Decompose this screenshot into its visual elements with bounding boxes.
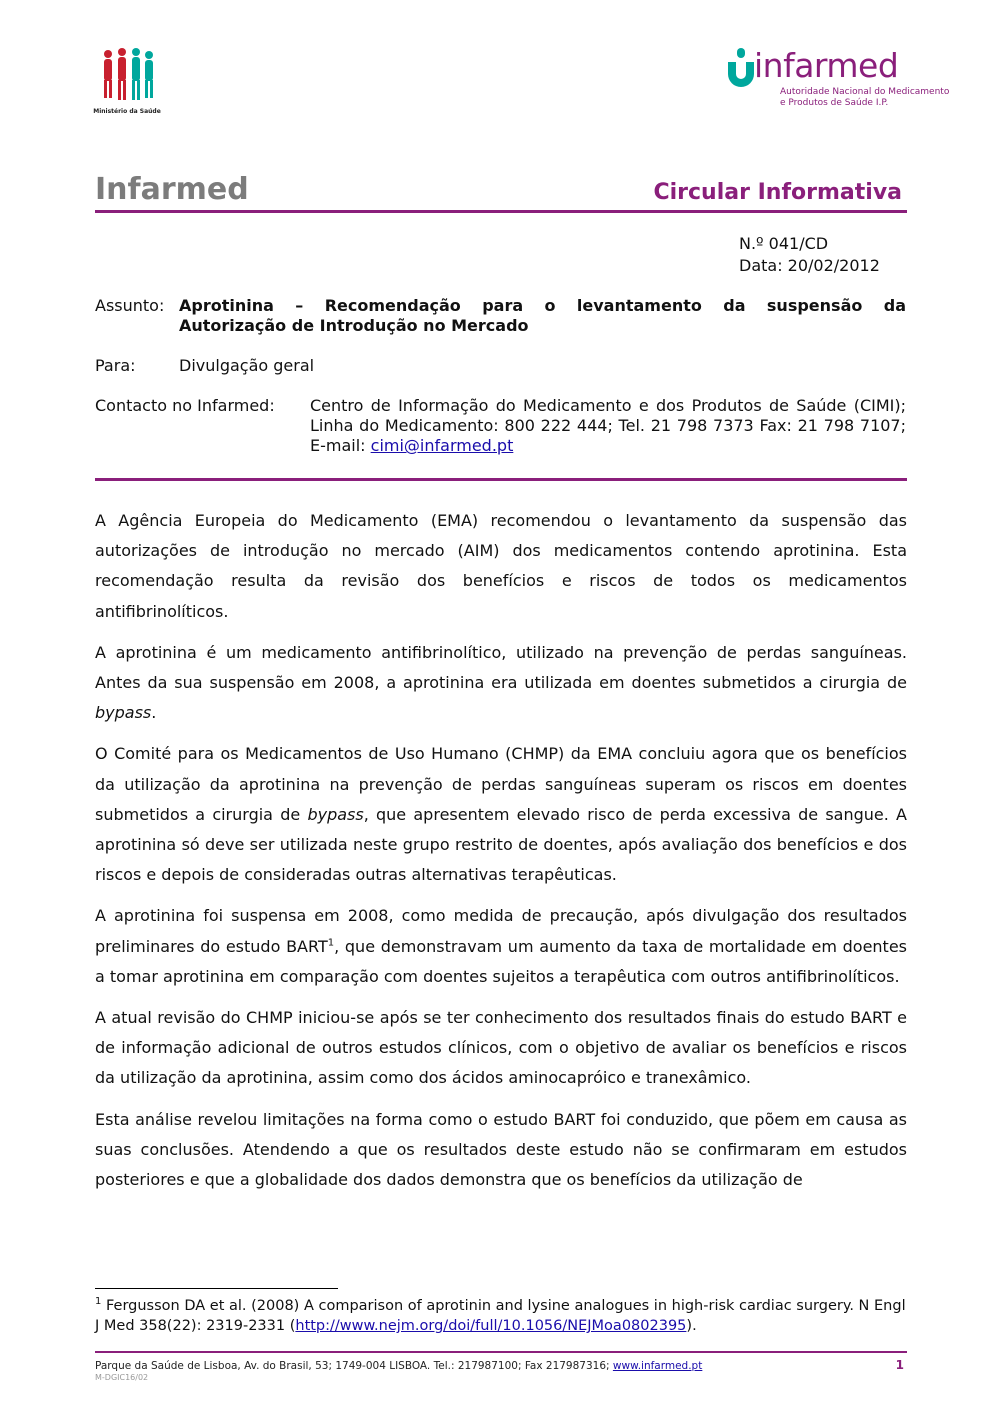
- document-type: Circular Informativa: [653, 180, 902, 205]
- to-value: Divulgação geral: [179, 356, 315, 375]
- form-code: M-DGIC16/02: [95, 1373, 149, 1382]
- paragraph-3-emphasis: bypass: [307, 804, 364, 824]
- body-text: [95, 506, 907, 1206]
- footnote-marker: 1: [95, 1296, 102, 1308]
- paragraph-4: [95, 901, 907, 992]
- infarmed-subtitle-1: Autoridade Nacional do Medicamento: [780, 87, 950, 97]
- infarmed-wordmark: infarmed: [754, 46, 899, 85]
- paragraph-4-text: A aprotinina foi suspensa em 2008, como medida de precaução, após divulgação dos resultados preliminares do estudo BART: [95, 906, 907, 956]
- contact-email-link[interactable]: cimi@infarmed.pt: [370, 436, 514, 455]
- footnote: [95, 1296, 907, 1336]
- paragraph-2-emphasis: bypass: [95, 703, 152, 723]
- footer-address: [95, 1360, 702, 1372]
- paragraph-1: A Agência Europeia do Medicamento (EMA) recomendou o levantamento da suspensão das autorizações de introdução no mercado (AIM) dos medicamentos contendo aprotinina. Esta recomendação resulta da revisão dos benefícios e riscos de todos os medicamentos antifibrinolíticos.: [95, 511, 907, 621]
- paragraph-5: A atual revisão do CHMP iniciou-se após se ter conhecimento dos resultados finais do estudo BART e de informação adicional de outros estudos clínicos, com o objetivo de avaliar os benefícios e riscos da utilização da aprotinina, assim como dos ácidos aminocapróico e tranexâmico.: [95, 1008, 907, 1088]
- paragraph-4-end: , que demonstravam um aumento da taxa de mortalidade em doentes a tomar aprotinina em comparação com doentes sujeitos a terapêutica com outros antifibrinolíticos.: [95, 936, 908, 986]
- footer-site-link[interactable]: www.infarmed.pt: [612, 1360, 703, 1372]
- footnote-link[interactable]: http://www.nejm.org/doi/full/10.1056/NEJMoa0802395: [295, 1318, 687, 1334]
- section-rule: [95, 478, 907, 481]
- paragraph-2-end: .: [151, 703, 157, 723]
- subject-line-1: Aprotinina – Recomendação para o levantamento da suspensão da: [179, 296, 906, 315]
- footer-address-text: Parque da Saúde de Lisboa, Av. do Brasil, 53; 1749-004 LISBOA. Tel.: 217987100; Fax 217987316;: [95, 1360, 613, 1372]
- paragraph-3-end: , que apresentem elevado risco de perda excessiva de sangue. A aprotinina só deve ser utilizada neste grupo restrito de doentes, após avaliação dos benefícios e dos riscos e depois de consideradas outras alternativas terapêuticas.: [95, 804, 908, 885]
- footnote-reference[interactable]: 1: [327, 937, 335, 949]
- footnote-tail: ).: [686, 1318, 697, 1334]
- infarmed-logo-mark: [726, 48, 756, 90]
- contact-label: Contacto no Infarmed:: [95, 396, 275, 415]
- paragraph-3: [95, 739, 907, 890]
- brand-title: Infarmed: [95, 172, 249, 207]
- infarmed-subtitle-2: e Produtos de Saúde I.P.: [780, 98, 889, 108]
- footnote-rule: [95, 1288, 338, 1289]
- header-rule: [95, 210, 907, 213]
- circular-number: N.º 041/CD: [739, 234, 829, 253]
- ministry-caption: Ministério da Saúde: [93, 108, 161, 115]
- paragraph-6: Esta análise revelou limitações na forma como o estudo BART foi conduzido, que põem em causa as suas conclusões. Atendendo a que os resultados deste estudo não se confirmaram em estudos posteriores e que a globalidade dos dados demonstra que os benefícios da utilização de: [95, 1109, 907, 1190]
- subject-line-2: Autorização de Introdução no Mercado: [179, 316, 529, 335]
- paragraph-3-text: O Comité para os Medicamentos de Uso Humano (CHMP) da EMA concluiu agora que os benefícios da utilização da aprotinina na prevenção de perdas sanguíneas superam os riscos em doentes submetidos a cirurgia de: [95, 744, 907, 824]
- paragraph-2: [95, 638, 907, 729]
- contact-text: Centro de Informação do Medicamento e dos Produtos de Saúde (CIMI); Linha do Medicamento: 800 222 444; Tel. 21 798 7373 Fax: 21 798 7107; E-mail:: [310, 396, 906, 455]
- circular-date: Data: 20/02/2012: [739, 256, 880, 275]
- contact-value: [310, 396, 906, 456]
- paragraph-2-text: A aprotinina é um medicamento antifibrinolítico, utilizado na prevenção de perdas sanguíneas. Antes da sua suspensão em 2008, a aprotinina era utilizada em doentes submetidos a cirurgia de: [95, 642, 907, 693]
- subject-value: [179, 296, 906, 336]
- page-number: 1: [895, 1358, 904, 1372]
- footnote-text: Fergusson DA et al. (2008) A comparison of aprotinin and lysine analogues in high-risk cardiac surgery. N Engl J Med 358(22): 2319-2331 (: [95, 1298, 906, 1334]
- footer-rule: [95, 1351, 907, 1353]
- to-label: Para:: [95, 356, 136, 375]
- subject-label: Assunto:: [95, 296, 165, 315]
